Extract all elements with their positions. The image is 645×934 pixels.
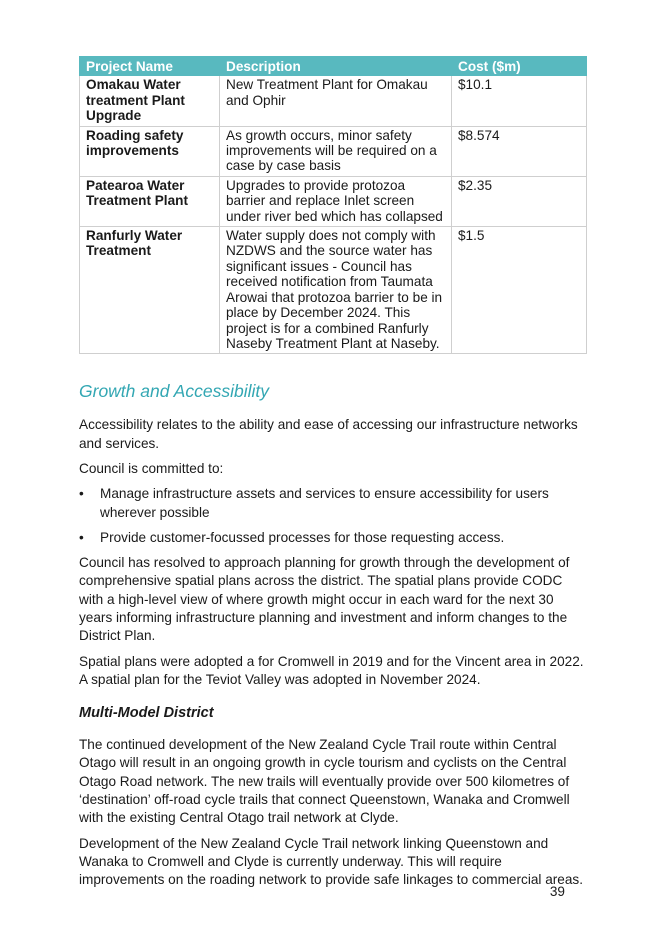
multimodel-paragraph-1: The continued development of the New Zealand Cycle Trail route within Central Otago will result in an ongoing growth in cycle tourism and cyclists on the Central Otago Road network. The new trails will eventually provide over 500 kilometres of ‘destination’ off-road cycle trails that connect Queenstown, Wanaka and Cromwell with the existing Central Otago trail network at Clyde. — [79, 737, 570, 826]
header-cost: Cost ($m) — [452, 57, 587, 76]
page-number: 39 — [549, 884, 565, 899]
header-description: Description — [220, 57, 452, 76]
table-header-row — [80, 57, 587, 76]
multimodel-paragraph-2: Development of the New Zealand Cycle Trail network linking Queenstown and Wanaka to Cromwell and Clyde is currently underway. This will require improvements on the roading network to provide safe linkages to commercial areas. — [79, 835, 583, 888]
growth-paragraph-3: Council has resolved to approach planning for growth through the development of comprehensive spatial plans across the district. The spatial plans provide CODC with a high-level view of where growth might occur in each ward for the next 30 years informing infrastructure planning and investment and inform changes to the District Plan. — [79, 555, 570, 644]
growth-paragraph-2: Council is committed to: — [79, 460, 224, 476]
projects-table — [79, 56, 587, 354]
list-item-text: Provide customer-focussed processes for those requesting access. — [100, 529, 505, 545]
bullet-icon: • — [79, 486, 84, 502]
bullet-icon: • — [79, 529, 84, 545]
table-row — [80, 176, 587, 226]
description-cell: As growth occurs, minor safety improvements will be required on a case by case basis — [220, 126, 452, 176]
multimodel-heading: Multi-Model District — [79, 705, 214, 722]
cost-cell: $1.5 — [452, 227, 587, 354]
project-name-cell: Ranfurly Water Treatment — [80, 227, 220, 354]
growth-paragraph-4: Spatial plans were adopted a for Cromwell in 2019 and for the Vincent area in 2022. A spatial plan for the Teviot Valley was adopted in November 2024. — [79, 653, 584, 687]
page-content — [79, 56, 586, 897]
project-name-cell: Roading safety improvements — [80, 126, 220, 176]
header-project-name: Project Name — [80, 57, 220, 76]
cost-cell: $8.574 — [452, 126, 587, 176]
cost-cell: $2.35 — [452, 176, 587, 226]
project-name-cell: Patearoa Water Treatment Plant — [80, 176, 220, 226]
cost-cell: $10.1 — [452, 76, 587, 126]
description-cell: Water supply does not comply with NZDWS and the source water has significant issues - Council has received notification from Taumata Arowai that protozoa barrier to be in place by December 2024. This project is for a combined Ranfurly Naseby Treatment Plant at Naseby. — [220, 227, 452, 354]
table-row — [80, 76, 587, 126]
list-item — [79, 485, 586, 522]
table-row — [80, 126, 587, 176]
table-row — [80, 227, 587, 354]
growth-paragraph-1: Accessibility relates to the ability and ease of accessing our infrastructure networks and services. — [79, 417, 578, 451]
project-name-cell: Omakau Water treatment Plant Upgrade — [80, 76, 220, 126]
description-cell: Upgrades to provide protozoa barrier and replace Inlet screen under river bed which has collapsed — [220, 176, 452, 226]
list-item-text: Manage infrastructure assets and services to ensure accessibility for users wherever possible — [100, 486, 549, 520]
commitments-list — [79, 485, 586, 547]
list-item — [79, 529, 586, 547]
growth-heading: Growth and Accessibility — [79, 381, 269, 402]
description-cell: New Treatment Plant for Omakau and Ophir — [220, 76, 452, 126]
